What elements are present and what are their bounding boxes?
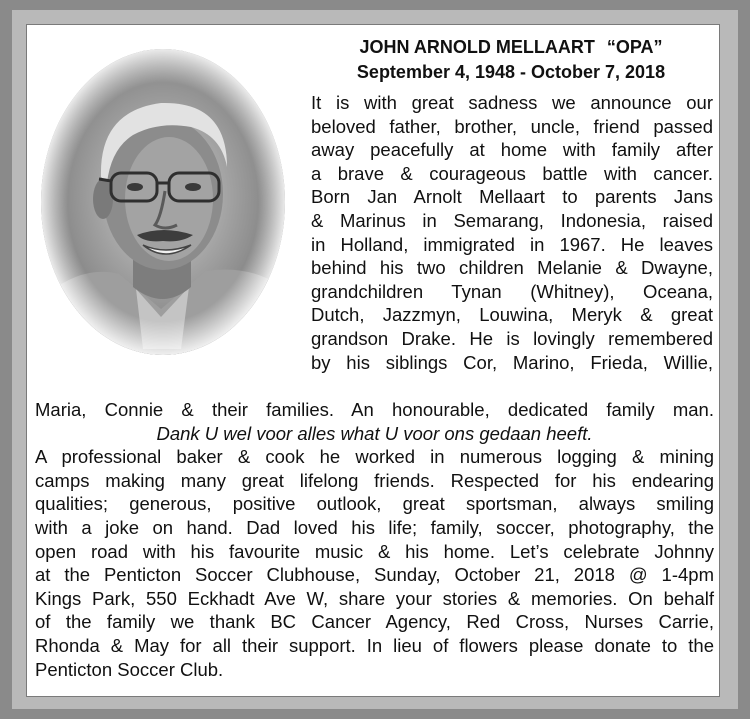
text-line: with a joke on hand. Dad loved his life; family, soccer, photography, the xyxy=(35,516,714,538)
text-line: open road with his favourite music & his home. Let’s celebrate Johnny xyxy=(35,540,714,562)
wrapped-paragraph xyxy=(311,91,713,374)
text-line: a brave & courageous battle with cancer. xyxy=(311,162,713,184)
text-line: Rhonda & May for all their support. In lieu of flowers please donate to the xyxy=(35,634,714,656)
text-line: Maria, Connie & their families. An honourable, dedicated family man. xyxy=(35,399,714,420)
deceased-name: JOHN ARNOLD MELLAART xyxy=(359,37,595,57)
text-line: camps making many great lifelong friends. Respected for his endearing xyxy=(35,469,714,491)
text-line: Born Jan Arnolt Mellaart to parents Jans xyxy=(311,186,713,208)
obituary-notice xyxy=(26,24,720,697)
text-line: beloved father, brother, uncle, friend passed xyxy=(311,115,713,137)
text-line: away peacefully at home with family after xyxy=(311,139,713,161)
nickname: “OPA” xyxy=(606,37,663,57)
text-line: qualities; generous, positive outlook, great sportsman, always smiling xyxy=(35,493,714,515)
name-line xyxy=(311,35,711,60)
portrait-photo xyxy=(41,49,285,355)
text-line: grandson Drake. He is lovingly remembered xyxy=(311,327,713,349)
life-dates: September 4, 1948 - October 7, 2018 xyxy=(356,62,666,82)
text-line: by his siblings Cor, Marino, Frieda, Willie, xyxy=(311,351,713,373)
text-line: It is with great sadness we announce our xyxy=(311,92,713,113)
text-line: of the family we thank BC Cancer Agency, Red Cross, Nurses Carrie, xyxy=(35,611,714,633)
text-line: at the Penticton Soccer Clubhouse, Sunday, October 21, 2018 @ 1-4pm xyxy=(35,564,714,586)
header xyxy=(311,35,711,85)
text-line: & Marinus in Semarang, Indonesia, raised xyxy=(311,209,713,231)
text-line: grandchildren Tynan (Whitney), Oceana, xyxy=(311,280,713,302)
text-line: A professional baker & cook he worked in numerous logging & mining xyxy=(35,446,714,468)
dutch-thanks-line: Dank U wel voor alles what U voor ons gedaan heeft. xyxy=(156,422,593,444)
text-line: Penticton Soccer Club. xyxy=(35,658,224,680)
text-line: Kings Park, 550 Eckhadt Ave W, share your stories & memories. On behalf xyxy=(35,587,714,609)
text-line: behind his two children Melanie & Dwayne, xyxy=(311,257,713,279)
text-line: in Holland, immigrated in 1967. He leaves xyxy=(311,233,713,255)
full-width-paragraph xyxy=(35,398,714,681)
text-line: Dutch, Jazzmyn, Louwina, Meryk & great xyxy=(311,304,713,326)
